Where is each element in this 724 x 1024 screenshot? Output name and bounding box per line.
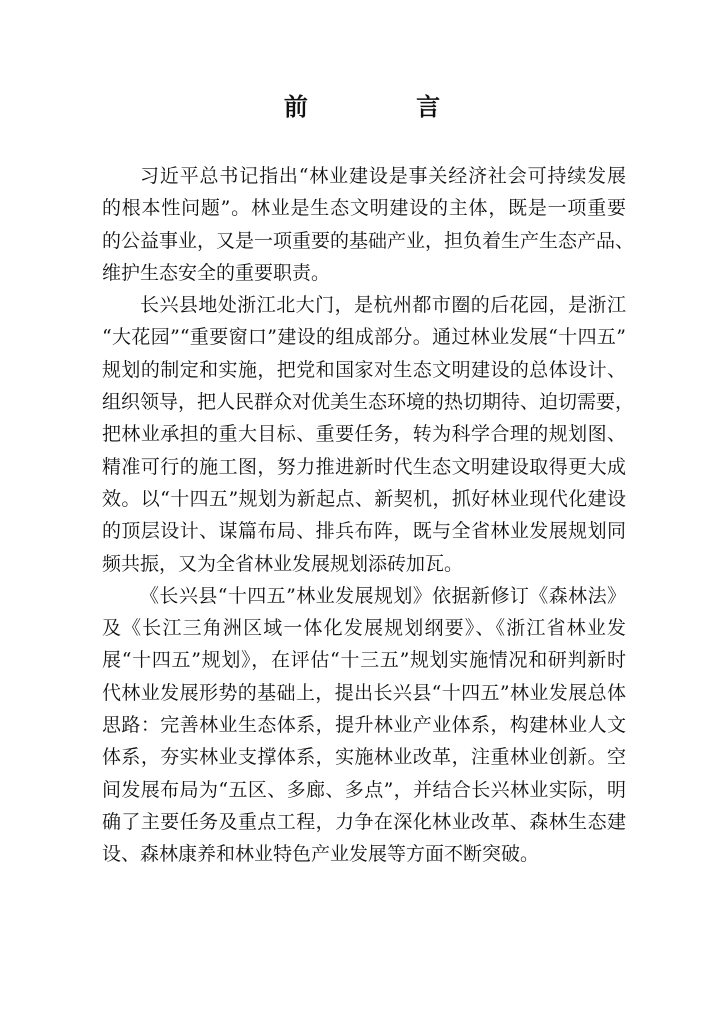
text-line: “大花园”“重要窗口”建设的组成部分。通过林业发展“十四五” <box>102 326 626 349</box>
preface-body <box>102 160 635 871</box>
text-line: 效。以“十四五”规划为新起点、新契机，抓好林业现代化建设 <box>102 487 626 510</box>
text-line: 设、森林康养和林业特色产业发展等方面不断突破。 <box>102 843 540 866</box>
text-line: 的根本性问题”。林业是生态文明建设的主体，既是一项重要 <box>102 197 626 220</box>
text-line: 及《长江三角洲区域一体化发展规划纲要》、《浙江省林业发 <box>102 617 626 640</box>
text-line: 的公益事业，又是一项重要的基础产业，担负着生产生态产品、 <box>102 229 635 252</box>
text-line: 的顶层设计、谋篇布局、排兵布阵，既与全省林业发展规划同 <box>102 520 626 543</box>
text-line: 体系，夯实林业支撑体系，实施林业改革，注重林业创新。空 <box>102 746 626 769</box>
text-line: 代林业发展形势的基础上，提出长兴县“十四五”林业发展总体 <box>102 681 626 704</box>
page-title: 前 言 <box>283 92 491 121</box>
text-line: 间发展布局为“五区、多廊、多点”，并结合长兴林业实际，明 <box>102 778 626 801</box>
text-line: 确了主要任务及重点工程，力争在深化林业改革、森林生态建 <box>102 810 626 833</box>
text-line: 《长兴县“十四五”林业发展规划》依据新修订《森林法》 <box>140 584 626 607</box>
paragraph-3 <box>102 580 626 871</box>
text-line: 长兴县地处浙江北大门，是杭州都市圈的后花园，是浙江 <box>140 294 626 317</box>
text-line: 规划的制定和实施，把党和国家对生态文明建设的总体设计、 <box>102 358 626 381</box>
paragraph-1 <box>102 160 635 289</box>
text-line: 组织领导，把人民群众对优美生态环境的热切期待、迫切需要， <box>102 391 635 414</box>
text-line: 展“十四五”规划》，在评估“十三五”规划实施情况和研判新时 <box>102 649 626 672</box>
text-line: 把林业承担的重大目标、重要任务，转为科学合理的规划图、 <box>102 423 626 446</box>
text-line: 习近平总书记指出“林业建设是事关经济社会可持续发展 <box>140 165 626 187</box>
text-line: 维护生态安全的重要职责。 <box>102 261 331 284</box>
text-line: 思路：完善林业生态体系，提升林业产业体系，构建林业人文 <box>102 714 626 737</box>
text-line: 频共振，又为全省林业发展规划添砖加瓦。 <box>102 552 464 575</box>
text-line: 精准可行的施工图，努力推进新时代生态文明建设取得更大成 <box>102 455 626 478</box>
paragraph-2 <box>102 289 635 580</box>
